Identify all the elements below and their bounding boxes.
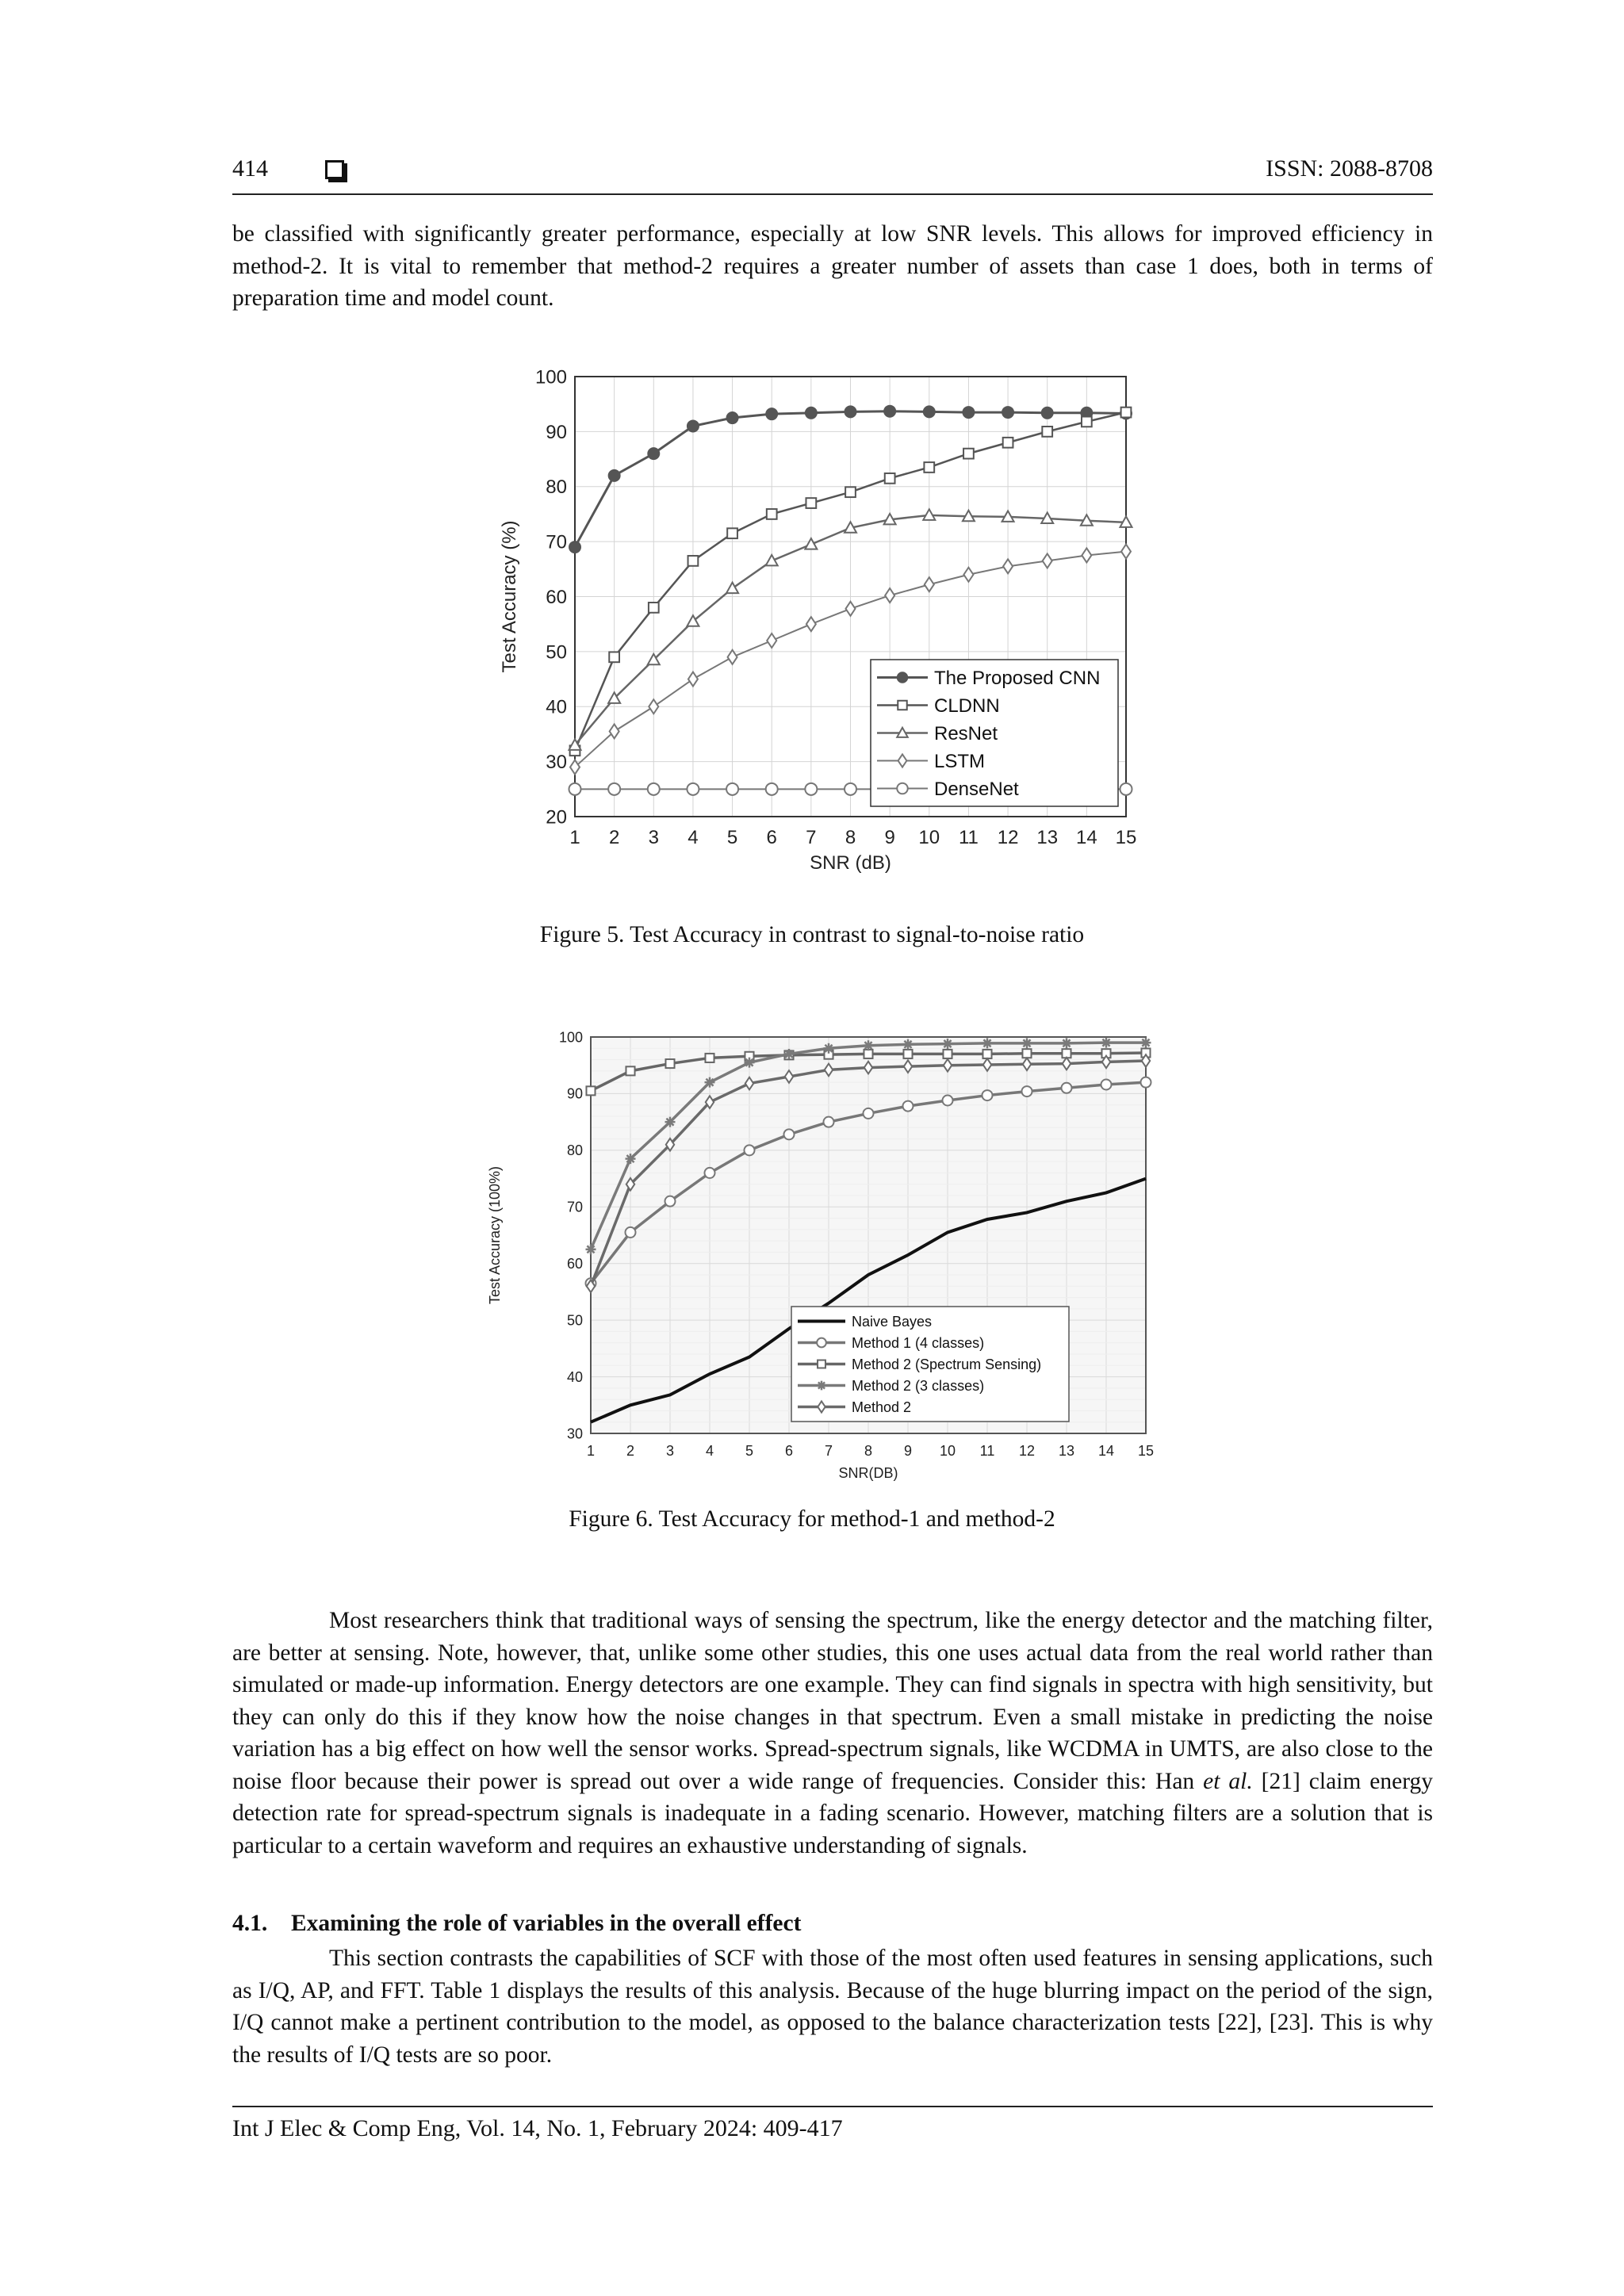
data-point — [923, 406, 935, 418]
y-tick-label: 100 — [558, 1029, 583, 1046]
data-point — [1002, 407, 1014, 419]
et-al: et al. — [1203, 1768, 1253, 1794]
y-tick-label: 20 — [546, 806, 567, 828]
legend-entry: The Proposed CNN — [934, 667, 1101, 689]
y-tick-label: 80 — [546, 476, 567, 499]
y-tick-label: 30 — [546, 752, 567, 774]
intro-paragraph — [232, 218, 1433, 315]
legend-entry: LSTM — [934, 750, 986, 772]
paragraph-1-text: Most researchers think that traditional ways of sensing the spectrum, like the energy detector and the matching filter, are better at sensing. Note, however, that, unlike some other studies, this one uses actual data from the real world rather than simulated or made-up information. Energy detectors are one example. They can find signals in spectra with high sensitivity, but they can only do this if they know how the noise changes in that spectrum. Even a small mistake in predicting the noise variation has a big effect on how well the sensor works. Spread-spectrum signals, like WCDMA in UMTS, are also close to the noise floor because their power is spread out over a wide range of frequencies. Consider this: Han — [232, 1608, 1433, 1794]
data-point — [767, 509, 777, 519]
data-point — [1003, 438, 1013, 448]
y-tick-label: 30 — [566, 1425, 583, 1442]
data-point — [903, 1050, 912, 1058]
data-point — [824, 1117, 834, 1127]
data-point — [1141, 1077, 1151, 1088]
data-point — [1022, 1049, 1031, 1058]
y-tick-label: 50 — [566, 1312, 583, 1329]
data-point — [805, 407, 817, 419]
y-tick-label: 70 — [546, 531, 567, 553]
data-point — [1042, 427, 1052, 437]
x-tick-label: 6 — [766, 827, 777, 848]
data-point — [963, 449, 974, 459]
intro-text: be classified with significantly greater performance, especially at low SNR levels. This allows for improved efficiency in method-2. It is vital to remember that method-2 requires a greater number of assets than case 1 does, both in terms of preparation time and model count. — [232, 221, 1433, 311]
legend-marker — [817, 1338, 826, 1348]
data-point — [1120, 783, 1132, 795]
x-tick-label: 3 — [648, 827, 659, 848]
x-tick-label: 2 — [608, 827, 620, 848]
data-point — [766, 408, 778, 420]
issn: ISSN: 2088-8708 — [1266, 155, 1433, 182]
x-tick-label: 8 — [864, 1443, 873, 1459]
legend-marker — [817, 1381, 826, 1391]
data-point — [569, 541, 581, 553]
data-point — [943, 1096, 953, 1106]
x-tick-label: 15 — [1137, 1443, 1155, 1459]
x-tick-label: 4 — [688, 827, 699, 848]
data-point — [1022, 1086, 1032, 1096]
data-point — [726, 412, 738, 424]
legend-entry: Method 2 (Spectrum Sensing) — [852, 1356, 1042, 1372]
data-point — [705, 1054, 714, 1062]
y-tick-label: 70 — [566, 1199, 583, 1215]
y-tick-label: 50 — [546, 641, 567, 664]
y-tick-label: 100 — [534, 366, 567, 388]
data-point — [665, 1196, 676, 1207]
figure-5-caption: Figure 5. Test Accuracy in contrast to signal-to-noise ratio — [539, 922, 1085, 947]
legend-marker — [897, 672, 908, 683]
data-point — [745, 1145, 755, 1155]
data-point — [982, 1090, 993, 1100]
running-header — [232, 155, 1433, 195]
x-tick-label: 8 — [845, 827, 856, 848]
x-tick-label: 4 — [705, 1443, 714, 1459]
section-heading — [232, 1911, 801, 1937]
figure-6 — [484, 1007, 1182, 1490]
data-point — [586, 1086, 595, 1095]
data-point — [648, 448, 660, 460]
legend-entry: Naive Bayes — [852, 1313, 933, 1330]
data-point — [963, 407, 975, 419]
legend-entry: Method 2 (3 classes) — [852, 1377, 985, 1394]
data-point — [903, 1101, 914, 1112]
x-tick-label: 3 — [665, 1443, 675, 1459]
data-point — [806, 498, 816, 508]
x-tick-label: 15 — [1115, 827, 1137, 848]
x-tick-label: 14 — [1076, 827, 1097, 848]
legend-entry: Method 2 — [852, 1399, 912, 1415]
data-point — [609, 652, 619, 662]
data-point — [726, 783, 738, 795]
y-tick-label: 40 — [546, 696, 567, 718]
y-tick-label: 80 — [566, 1142, 583, 1159]
data-point — [943, 1050, 952, 1058]
legend-marker — [897, 783, 908, 794]
journal-citation: Int J Elec & Comp Eng, Vol. 14, No. 1, February 2024: 409-417 — [232, 2115, 843, 2141]
x-tick-label: 9 — [903, 1443, 913, 1459]
data-point — [982, 1050, 991, 1058]
legend-marker — [818, 1360, 825, 1368]
y-tick-label: 90 — [566, 1085, 583, 1102]
x-tick-label: 1 — [569, 827, 580, 848]
data-point — [885, 473, 895, 484]
data-point — [884, 405, 896, 417]
x-tick-label: 5 — [745, 1443, 754, 1459]
data-point — [864, 1050, 872, 1058]
x-tick-label: 6 — [784, 1443, 794, 1459]
x-tick-label: 2 — [626, 1443, 635, 1459]
y-tick-label: 40 — [566, 1368, 583, 1385]
data-point — [784, 1129, 795, 1139]
running-footer — [232, 2106, 1433, 2142]
x-tick-label: 13 — [1058, 1443, 1075, 1459]
x-tick-label: 10 — [918, 827, 940, 848]
page-number: 414 — [232, 155, 268, 182]
data-point — [766, 783, 778, 795]
legend-entry: CLDNN — [934, 695, 1000, 717]
x-tick-label: 1 — [586, 1443, 596, 1459]
data-point — [845, 783, 856, 795]
y-tick-label: 60 — [546, 586, 567, 608]
data-point — [1041, 407, 1053, 419]
figure-5-chart — [492, 365, 1158, 904]
data-point — [649, 603, 659, 613]
data-point — [727, 528, 737, 538]
data-point — [648, 783, 660, 795]
x-tick-label: 10 — [939, 1443, 956, 1459]
data-point — [569, 783, 581, 795]
x-tick-label: 14 — [1097, 1443, 1115, 1459]
x-tick-label: 12 — [997, 827, 1019, 848]
figure-6-chart — [484, 1007, 1182, 1490]
data-point — [1121, 408, 1132, 418]
legend-entry: Method 1 (4 classes) — [852, 1334, 985, 1351]
y-axis-label: Test Accuracy (100%) — [487, 1165, 503, 1305]
y-axis-label: Test Accuracy (%) — [499, 520, 520, 673]
data-point — [864, 1108, 874, 1119]
data-point — [608, 783, 620, 795]
data-point — [626, 1227, 636, 1238]
data-point — [1082, 417, 1092, 427]
data-point — [705, 1168, 715, 1178]
legend-entry: ResNet — [934, 722, 998, 744]
data-point — [805, 783, 817, 795]
figure-6-caption: Figure 6. Test Accuracy for method-1 and method-2 — [569, 1506, 1055, 1532]
y-tick-label: 60 — [566, 1256, 583, 1272]
y-tick-label: 90 — [546, 421, 567, 443]
x-tick-label: 12 — [1018, 1443, 1036, 1459]
legend-marker — [898, 701, 906, 710]
data-point — [688, 556, 699, 566]
section-number: 4.1. — [232, 1911, 268, 1936]
data-point — [845, 487, 856, 497]
data-point — [845, 406, 856, 418]
body-paragraph-2 — [232, 1942, 1433, 2071]
x-tick-label: 7 — [824, 1443, 833, 1459]
data-point — [665, 1059, 674, 1068]
data-point — [1101, 1080, 1112, 1090]
data-point — [924, 462, 934, 473]
x-tick-label: 13 — [1036, 827, 1059, 848]
paragraph-2-text: This section contrasts the capabilities of SCF with those of the most often used features in sensing applications, such as I/Q, AP, and FFT. Table 1 displays the results of this analysis. Because of the huge blurring impact on the period of the sign, I/Q cannot make a pertinent contribution to the model, as opposed to the balance characterization tests [22], [23]. This is why the results of I/Q tests are so poor. — [232, 1946, 1433, 2068]
legend-entry: DenseNet — [934, 778, 1019, 800]
paragraph-1-end: [21] claim energy detection rate for spread-spectrum signals is inadequate in a fading scenario. However, matching filters are a solution that is particular to a certain waveform and requires an exhaustive understanding of signals. — [232, 1768, 1433, 1858]
x-tick-label: 11 — [958, 827, 979, 848]
data-point — [1062, 1083, 1072, 1093]
header-square-icon — [325, 160, 344, 179]
x-tick-label: 7 — [806, 827, 817, 848]
x-tick-label: 11 — [979, 1443, 995, 1459]
data-point — [687, 783, 699, 795]
x-axis-label: SNR (dB) — [810, 852, 891, 874]
data-point — [626, 1066, 634, 1075]
figure-5 — [492, 365, 1158, 904]
x-axis-label: SNR(DB) — [838, 1465, 898, 1481]
x-tick-label: 5 — [726, 827, 738, 848]
x-tick-label: 9 — [884, 827, 895, 848]
data-point — [687, 420, 699, 432]
body-paragraph-1 — [232, 1605, 1433, 1862]
section-title: Examining the role of variables in the overall effect — [291, 1911, 802, 1936]
data-point — [608, 469, 620, 481]
